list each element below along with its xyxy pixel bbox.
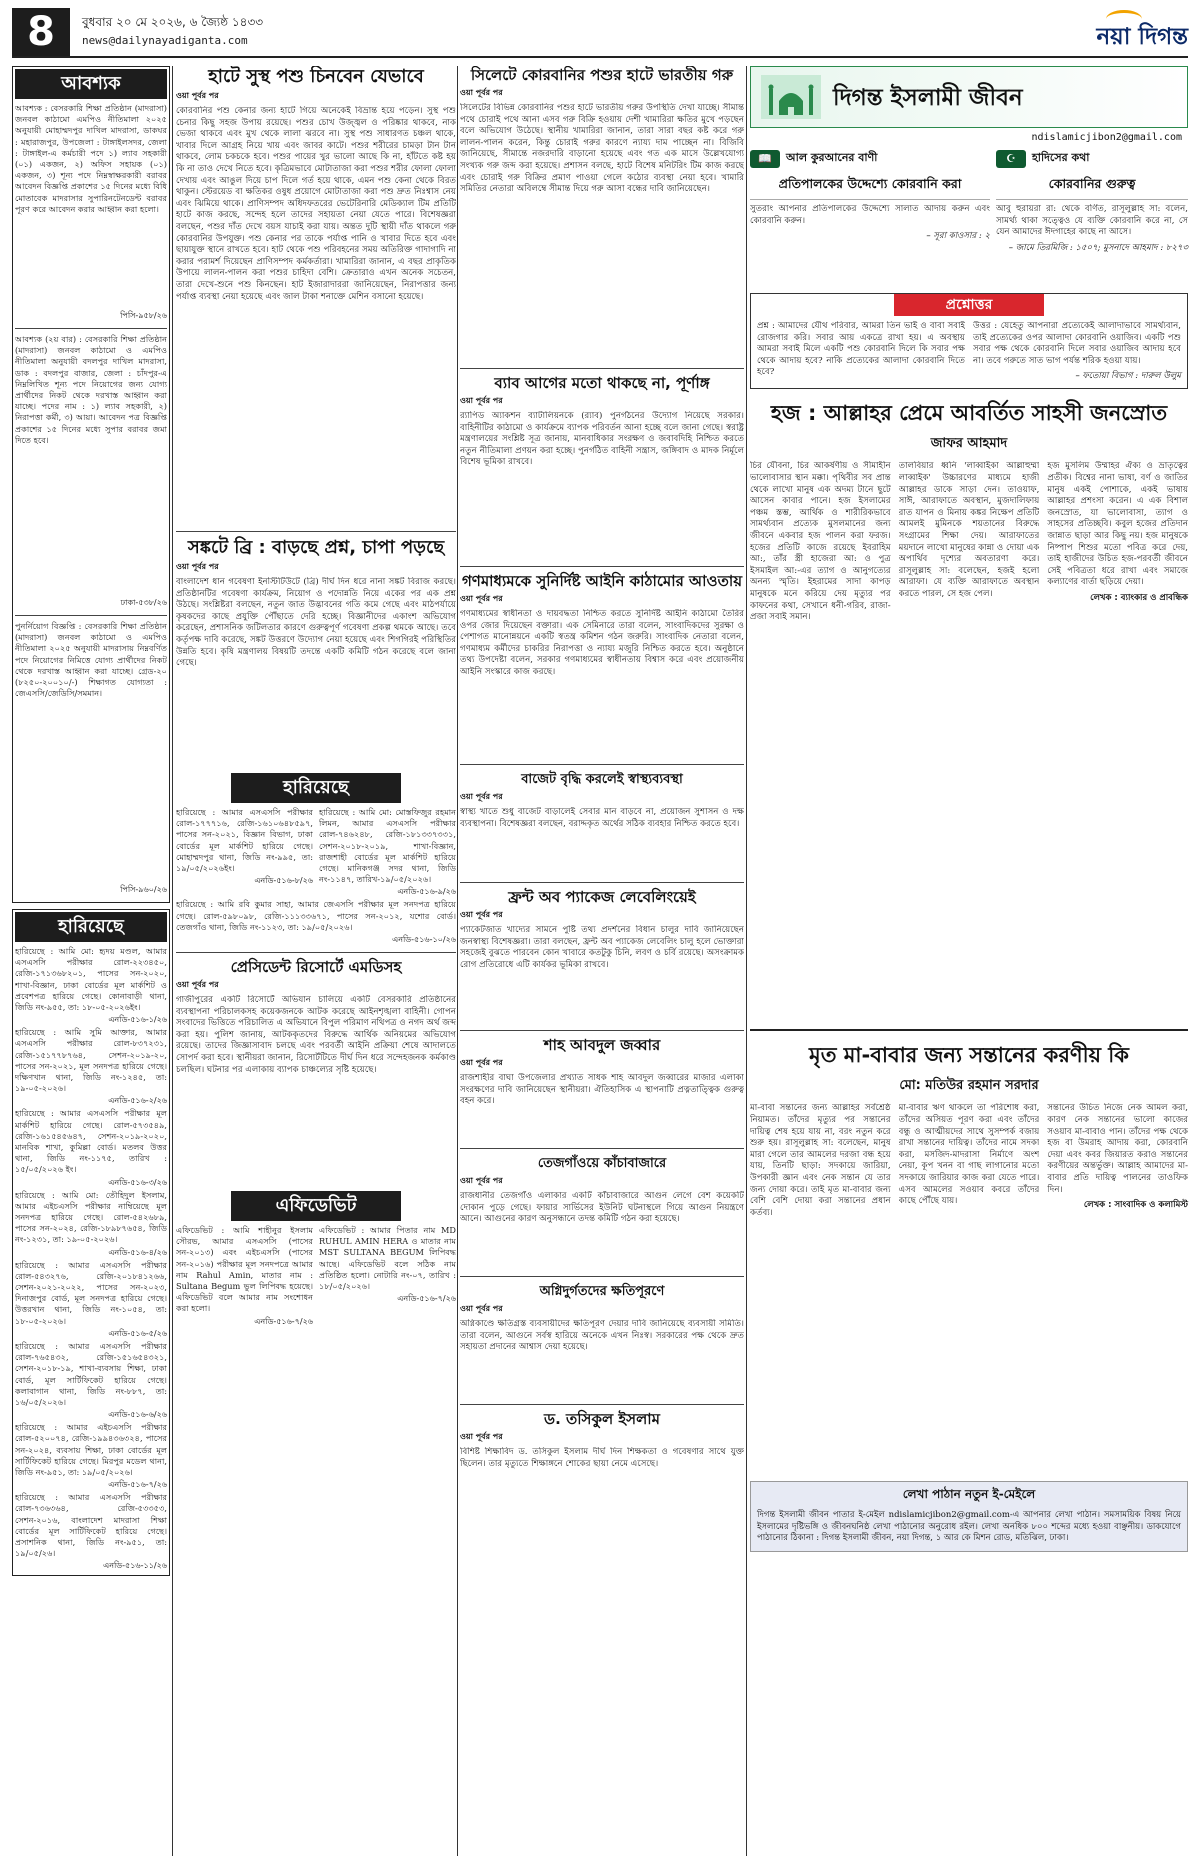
- hadith-reference: – জামে তিরমিজি : ১৫০৭; মুসনাদে আহমাদ : ৮২৭৩: [1008, 242, 1188, 253]
- lost-notices-box: [12, 909, 170, 1576]
- story-headline: গণমাধ্যমকে সুনির্দিষ্ট আইনি কাঠামোর আওতায়: [461, 572, 743, 590]
- lost-notice: হারিয়েছে : আমার এসএসসি পরীক্ষার রোল-৭৬৫৪৩২, রেজি-১৫১৬৫৪৩২১, সেশন-২০১৮-১৯, শাখা-ব্যবসায় শিক্ষা, ঢাকা বোর্ড, মূল সার্টিফিকেট হারিয়ে গেছে। কলাবাগান থানা, জিডি নং-৮৮৭, তা: ১৬/০৫/২০২৬। এনডি-৫১৬-৬/২৬: [15, 1340, 167, 1420]
- hadith-text: আবু হুরায়রা রা: থেকে বর্ণিত, রাসূলুল্লাহ সা: বলেন, সামর্থ্য থাকা সত্ত্বেও যে ব্যক্তি কোরবানি করে না, সে যেন আমাদের ঈদগাহের কাছে না আসে।: [996, 204, 1188, 238]
- lost-notice: হারিয়েছে : আমার এইচএসসি পরীক্ষার রোল-৫২০০৭৪, রেজি-১৯৯৪৩৬৩২৪, পাসের সন-২০২৪, ব্যবসায় শিক্ষা, ঢাকা বোর্ডের মূল সার্টিফিকেট হারিয়ে গেছে। মিরপুর মডেল থানা, জিডি নং-৯৫১, তা: ১৯/০৫/২০২৬। এনডি-৫১৬-৭/২৬: [15, 1422, 167, 1490]
- affidavit-notice: এফিডেভিট : আমি শাহীনুর ইসলাম সৌরভ, আমার এসএসসি (পাসের সন-২০১৩) এবং এইচএসসি (পাসের সন-২০১৬) পরীক্ষার মূল সনদপত্রে আমার নাম Rahul Amin, মাতার নাম : Sultana Begum ভুল লিপিবদ্ধ হয়েছে। এফিডেভিট বলে আমার নাম সংশোধন করা হলো। এনডি-৫১৬-৭/২৬: [176, 1225, 313, 1326]
- story-body: কোরবানির পশু কেনার জন্য হাটে গিয়ে অনেকেই বিভ্রান্ত হয়ে পড়েন। সুস্থ পশু চেনার কিছু সহজ উপায় রয়েছে। পশুর চোখ উজ্জ্বল ও পরিষ্কার থাকবে, নাক ভেজা থাকবে এবং মুখ থেকে লালা ঝরবে না। সুস্থ পশু সাধারণত চঞ্চল থাকে, খাবার দিলে আগ্রহ নিয়ে খায় এবং জাবর কাটে। পশুর শরীরের চামড়া টান টান থাকবে, লোম চকচকে হবে। পশুর পায়ের খুর ভালো আছে কি না, হাঁটতে কষ্ট হয় কি না তাও দেখে নিতে হবে। কৃত্রিমভাবে মোটাতাজা করা পশুর শরীর ফোলা ফোলা দেখায় এবং আঙুল দিয়ে চাপ দিলে গর্ত হয়ে থাকে, এমন পশু কেনা থেকে বিরত থাকুন। স্টেরয়েড বা ক্ষতিকর ওষুধ প্রয়োগে মোটাতাজা করা পশু দ্রুত নিঃশ্বাস নেয় এবং ঝিমিয়ে থাকে। প্রাণিসম্পদ অধিদফতরের ভেটেরিনারি মেডিক্যাল টিম প্রতিটি হাটে কাজ করছে, সন্দেহ হলে তাদের সহায়তা নেয়া যেতে পারে। বিশেষজ্ঞরা বলছেন, পশুর দাঁত দেখে বয়স যাচাই করা যায়। অন্তত দুটি স্থায়ী দাঁত থাকলে গরু কোরবানির উপযুক্ত। পশু কেনার পর তাকে পর্যাপ্ত পানি ও খাবার দিতে হবে এবং ছায়াযুক্ত স্থানে রাখতে হবে। হাট থেকে পশু পরিবহনের সময় অতিরিক্ত গাদাগাদি না করার পরামর্শ দিয়েছেন প্রাণিসম্পদ কর্মকর্তারা। খামারিরা জানান, এ বছর প্রাকৃতিক উপায়ে লালন-পালন করা পশুর চাহিদা বেশি। ক্রেতারাও এখন অনেক সচেতন, তারা দেখে-শুনে পশু কিনছেন। হাট ইজারাদাররা জানিয়েছেন, নিরাপত্তার জন্য পর্যাপ্ত ব্যবস্থা নেয়া হয়েছে এবং জাল টাকা শনাক্তে মেশিন বসানো হয়েছে।: [176, 106, 456, 302]
- wanted-ads-box: [12, 66, 170, 903]
- affidavit-title: এফিডেভিট: [231, 1191, 401, 1221]
- lost-notice: হারিয়েছে : আমার এসএসসি পরীক্ষার রোল-৫৪৩২৭৬, রেজি-২০১৮৪১২৬৬, সেশন-২০২১-২০২২, পাসের সন-২০২৩, দিনাজপুর বোর্ড, মূল সনদপত্র হারিয়ে গেছে। উত্তরখান থানা, জিডি নং-১০৫৪, তা: ১৮-০৫-২০২৬। এনডি-৫১৬-৫/২৬: [15, 1259, 167, 1338]
- islamic-section-header: [750, 66, 1188, 128]
- column-rule: [172, 66, 173, 1856]
- story-headline: বাজেট বৃদ্ধি করলেই স্বাস্থ্যব্যবস্থা: [521, 772, 683, 787]
- qa-answer: উত্তর : যেহেতু আপনারা প্রত্যেকেই আলাদাভাবে সামর্থ্যবান, তাই প্রত্যেকের ওপর আলাদা কোরবানি ওয়াজিব। একটি পশু সবার পক্ষ থেকে কোরবানি দিলে সবার ওয়াজিব আদায় হবে না। তবে গরুতে সাত ভাগ পর্যন্ত শরিক হওয়া যায়।: [973, 321, 1181, 366]
- lost-notice: হারিয়েছে : আমি মো: হৃদয় মণ্ডল, আমার এসএসসি পরীক্ষার রোল-২২৩৪৫০, রেজি-১৭১৩৬৮২০১, পাসের সন-২০২০, শাখা-বিজ্ঞান, ঢাকা বোর্ডের মূল মার্কশিট ও প্রবেশপত্র হারিয়ে গেছে। কোনাবাড়ী থানা, জিডি নং-৯৫৫, তা: ১৮-০৫-২০২৬ইং। এনডি-৫১৬-১/২৬: [15, 946, 167, 1025]
- story-body: র‍্যাপিড অ্যাকশন ব্যাটালিয়নকে (র‍্যাব) পুনর্গঠনের উদ্যোগ নিয়েছে সরকার। বাহিনীটির কাঠামো ও কার্যক্রমে ব্যাপক পরিবর্তন আনা হচ্ছে বলে জানা গেছে। স্বরাষ্ট্র মন্ত্রণালয়ের সংশ্লিষ্ট সূত্র জানায়, মানবাধিকার সংরক্ষণ ও জবাবদিহি নিশ্চিত করতে নতুন নীতিমালা প্রণয়ন করা হচ্ছে। পুনর্গঠিত বাহিনী সন্ত্রাস, জঙ্গিবাদ ও মাদক নির্মূলে বিশেষ ভূমিকা রাখবে।: [460, 411, 744, 468]
- story-body: অগ্নিকাণ্ডে ক্ষতিগ্রস্ত ব্যবসায়ীদের ক্ষতিপূরণ দেয়ার দাবি জানিয়েছে ব্যবসায়ী সমিতি। তারা বলেন, আগুনে সর্বস্ব হারিয়ে অনেকে এখন নিঃস্ব। সরকারের পক্ষ থেকে দ্রুত সহায়তা প্রদানের আশ্বাস দেয়া হয়েছে।: [460, 1319, 744, 1353]
- story-byline: ওয়া পূর্বর পর: [460, 1058, 503, 1067]
- lost-notice: হারিয়েছে : আমি রবি কুমার সাহা, আমার জেএসসি পরীক্ষার মূল সনদপত্র হারিয়ে গেছে। রোল-৫৯৮০৯৮, রেজি-১১১৩৩৬৭১, পাসের সন-২০১২, যশোর বোর্ড। তেজগাঁও থানা, জিডি নং-১১২৩, তা: ১৯/০৫/২০২৬। এনডি-৫১৬-১০/২৬: [176, 899, 456, 945]
- story-headline: সিলেটে কোরবানির পশুর হাটে ভারতীয় গরু: [470, 66, 734, 84]
- story-body: স্বাস্থ্য খাতে শুধু বাজেট বাড়ালেই সেবার মান বাড়বে না, প্রয়োজন সুশাসন ও দক্ষ ব্যবস্থাপনা। বিশেষজ্ঞরা বলছেন, বরাদ্দকৃত অর্থের সঠিক ব্যবহার নিশ্চিত করতে হবে।: [460, 807, 744, 829]
- story-headline: হাটে সুস্থ পশু চিনবেন যেভাবে: [208, 66, 424, 87]
- lost-notice: হারিয়েছে : আমি সুমি আক্তার, আমার এসএসসি পরীক্ষার রোল-৮৩৭২৩১, রেজি-১৫১৭৭৮৭৬৪, সেশন-২০১৯-২০, পাসের সন-২০২১, মূল সনদপত্র হারিয়ে গেছে। দক্ষিণখান থানা, জিডি নং-১২৪৫, তা: ১৯-০৫-২০২৬। এনডি-৫১৬-২/২৬: [15, 1027, 167, 1106]
- quran-box: [750, 149, 990, 243]
- story-byline: ওয়া পূর্বর পর: [460, 88, 503, 97]
- affidavit-notice: এফিডেভিট : আমার পিতার নাম MD RUHUL AMIN HERA ও মাতার নাম MST SULTANA BEGUM লিপিবদ্ধ আছে। এফিডেভিট বলে সঠিক নাম প্রতিষ্ঠিত হলো। নোটারি নং-০৭, তারিখ : ১৮/০৫/২০২৬। এনডি-৫১৬-৭/২৬: [319, 1225, 456, 1304]
- parents-article-signature: লেখক : সাংবাদিক ও কলামিস্ট: [1083, 1200, 1189, 1211]
- story-headline: অগ্নিদুর্গতদের ক্ষতিপূরণে: [539, 1284, 665, 1299]
- story-headline: ফ্রন্ট অব প্যাকেজ লেবেলিংয়েই: [508, 888, 696, 906]
- story-body: সিলেটের বিভিন্ন কোরবানির পশুর হাটে ভারতীয় গরুর উপস্থিতি দেখা যাচ্ছে। সীমান্ত পথে চোরাই পথে আনা এসব গরু বিক্রি হওয়ায় দেশী খামারিরা ক্ষতির মুখে পড়ছেন বলে অভিযোগ উঠেছে। স্থানীয় খামারিরা জানান, তারা সারা বছর কষ্ট করে গরু লালন-পালন করেন, কিন্তু চোরাই গরুর কারণে ন্যায্য দাম পাচ্ছেন না। বিজিবি জানিয়েছে, সীমান্তে নজরদারি বাড়ানো হয়েছে এবং গত এক মাসে উল্লেখযোগ্য সংখ্যক গরু জব্দ করা হয়েছে। প্রশাসন বলছে, হাটে বিশেষ মনিটরিং টিম কাজ করছে এবং চোরাই গরু বিক্রির প্রমাণ পাওয়া গেলে কঠোর ব্যবস্থা নেয়া হবে। খামারি সমিতির নেতারা অবিলম্বে সীমান্ত দিয়ে গরু আসা বন্ধের দাবি জানিয়েছেন।: [460, 103, 744, 195]
- quran-reference: – সূরা কাওসার : ২: [926, 231, 990, 242]
- classified-ad: পুনর্নিয়োগ বিজ্ঞপ্তি : বেসরকারি শিক্ষা প্রতিষ্ঠান (মাদরাসা) জনবল কাঠামো ও এমপিও নীতিমালা ২০২৫ অনুযায়ী মাদরাসায় নিম্নবর্ণিত পদে নিয়োগের নিমিত্তে যোগ্য প্রার্থীদের নিকট থেকে দরখাস্ত আহ্বান করা যাচ্ছে। গ্রেড-২০ (৮২৫০-২০০১০/-) শিক্ষাগত যোগ্যতা : জেএসসি/জেডিসি/সমমান। পিসি-৯৬০/২৬: [15, 621, 167, 894]
- issue-date: বুধবার ২০ মে ২০২৬, ৬ জ্যৈষ্ঠ ১৪৩৩: [82, 15, 264, 29]
- story-headline: তেজগাঁওয়ে কাঁচাবাজারে: [537, 1156, 667, 1171]
- quran-tag: আল কুরআনের বাণী: [786, 151, 878, 164]
- news-column-2: [176, 66, 456, 1856]
- islamic-section-email: ndislamicjibon2@gmail.com: [1031, 132, 1182, 143]
- classifieds-column: [12, 66, 170, 1856]
- story-byline: ওয়া পূর্বর পর: [460, 792, 503, 801]
- logo-text: নয়া দিগন্ত: [1096, 24, 1188, 50]
- book-icon: 📖: [750, 150, 780, 168]
- hajj-article-title: হজ : আল্লাহর প্রেমে আবর্তিত সাহসী জনস্রোত: [770, 401, 1168, 426]
- wanted-ads-title: আবশ্যক: [15, 69, 167, 99]
- hajj-article-body: চির যৌবনা, চির আকর্ষণীয় ও সীমাহীন ভালোবাসার স্থান মক্কা। পৃথিবীর সব প্রান্ত থেকে লাখো মানুষ এক অদম্য টানে ছুটে আসেন কাবার পানে। হজ ইসলামের পঞ্চম স্তম্ভ, আর্থিক ও শারীরিকভাবে সামর্থ্যবান প্রত্যেক মুসলমানের জন্য জীবনে একবার হজ পালন করা ফরজ। হজের প্রতিটি কাজে রয়েছে ইবরাহিম আ:, তাঁর স্ত্রী হাজেরা আ: ও পুত্র ইসমাইল আ:-এর ত্যাগ ও আনুগত্যের অনন্য স্মৃতি। ইহরামের সাদা কাপড় মানুষকে মনে করিয়ে দেয় মৃত্যুর পর কাফনের কথা, সেখানে ধনী-গরিব, রাজা-প্রজা সবাই সমান। তালবিয়ার ধ্বনি 'লাব্বাইকা আল্লাহুম্মা লাব্বাইক' উচ্চারণের মাধ্যমে হাজী আল্লাহর ডাকে সাড়া দেন। তাওয়াফ, সাঈ, আরাফাতে অবস্থান, মুজদালিফায় রাত যাপন ও মিনায় কঙ্কর নিক্ষেপ প্রতিটি আমলই মুমিনকে শয়তানের বিরুদ্ধে সংগ্রামের শিক্ষা দেয়। আরাফাতের ময়দানে লাখো মানুষের কান্না ও দোয়া এক অপার্থিব দৃশ্যের অবতারণা করে। রাসূলুল্লাহ সা: বলেছেন, হজই হলো আরাফা। যে ব্যক্তি আরাফাতে অবস্থান করতে পারল, সে হজ পেল। হজ মুসলিম উম্মাহর ঐক্য ও ভ্রাতৃত্বের প্রতীক। বিশ্বের নানা ভাষা, বর্ণ ও জাতির মানুষ একই পোশাকে, একই ভাষায় আল্লাহর প্রশংসা করেন। এ এক বিশাল জনস্রোত, যা ভালোবাসা, ত্যাগ ও সাহসের প্রতিচ্ছবি। কবুল হজের প্রতিদান জান্নাত ছাড়া আর কিছু নয়। হজ মানুষকে নিষ্পাপ শিশুর মতো পবিত্র করে দেয়, তাই হাজীদের উচিত হজ-পরবর্তী জীবনে সেই পবিত্রতা ধরে রাখা এবং সমাজে কল্যাণের বার্তা ছড়িয়ে দেয়া। লেখক : ব্যাংকার ও প্রাবন্ধিক: [750, 461, 1189, 623]
- classified-ad: আবশ্যক (২য় বার) : বেসরকারি শিক্ষা প্রতিষ্ঠান (মাদরাসা) জনবল কাঠামো ও এমপিও নীতিমালা অনুযায়ী বদলপুর দাখিল মাদরাসা, ডাক : বদলপুর বাজার, জেলা : চাঁদপুর-এ নিম্নলিখিত শূন্য পদে নিয়োগের জন্য যোগ্য প্রার্থীদের নিকট থেকে দরখাস্ত আহ্বান করা যাচ্ছে। পদের নাম : ১) ল্যাব সহকারী, ২) নিরাপত্তা কর্মী, ৩) আয়া। আবেদন পত্র বিজ্ঞপ্তি প্রকাশের ১৫ দিনের মধ্যে সুপার বরাবর জমা দিতে হবে। ঢাকা-৫৩৮/২৬: [15, 334, 167, 607]
- story-headline: ড. তসিকুল ইসলাম: [544, 1410, 660, 1428]
- parents-article-body: মা-বাবা সন্তানের জন্য আল্লাহর সর্বশ্রেষ্ঠ নিয়ামত। তাঁদের মৃত্যুর পর সন্তানের দায়িত্ব শেষ হয়ে যায় না, বরং নতুন করে শুরু হয়। রাসূলুল্লাহ সা: বলেছেন, মানুষ মারা গেলে তার আমলের দরজা বন্ধ হয়ে যায়, তিনটি ছাড়া: সদকায়ে জারিয়া, উপকারী জ্ঞান এবং নেক সন্তান যে তার জন্য দোয়া করে। তাই মৃত মা-বাবার জন্য বেশি বেশি দোয়া করা সন্তানের প্রধান কর্তব্য। মা-বাবার ঋণ থাকলে তা পরিশোধ করা, তাঁদের অসিয়ত পূরণ করা এবং তাঁদের বন্ধু ও আত্মীয়দের সাথে সুসম্পর্ক বজায় রাখা সন্তানের দায়িত্ব। তাঁদের নামে সদকা করা, মসজিদ-মাদরাসা নির্মাণে অংশ নেয়া, কূপ খনন বা গাছ লাগানোর মতো সদকায়ে জারিয়ার কাজ করা যেতে পারে। এসব আমলের সওয়াব কবরে তাঁদের কাছে পৌঁছে যায়। সন্তানের উচিত নিজে নেক আমল করা, কারণ নেক সন্তানের ভালো কাজের সওয়াব মা-বাবাও পান। তাঁদের পক্ষ থেকে হজ বা উমরাহ আদায় করা, কোরবানি দেয়া এবং কবর জিয়ারত করাও সন্তানের করণীয়ের অন্তর্ভুক্ত। আল্লাহ আমাদের মা-বাবার প্রতি দায়িত্ব পালনের তাওফিক দিন। লেখক : সাংবাদিক ও কলামিস্ট: [750, 1103, 1189, 1218]
- quran-title: প্রতিপালকের উদ্দেশ্যে কোরবানি করা: [750, 176, 990, 200]
- hajj-article-author: জাফর আহমাদ: [930, 436, 1008, 452]
- submission-notice-title: লেখা পাঠান নতুন ই-মেইলে: [902, 1487, 1036, 1502]
- submission-notice-text: দিগন্ত ইসলামী জীবন পাতার ই-মেইল ndislamicjibon2@gmail.com-এ আপনার লেখা পাঠান। সমসাময়িক বিষয় নিয়ে ইসলামের দৃষ্টিভঙ্গি ও জীবনঘনিষ্ঠ লেখা পাঠানোর অনুরোধ রইল। লেখা অনধিক ৮০০ শব্দের মধ্যে হওয়া বাঞ্ছনীয়। ডাকযোগে পাঠানোর ঠিকানা : দিগন্ত ইসলামী জীবন, নয়া দিগন্ত, ১ আর কে মিশন রোড, মতিঝিল, ঢাকা।: [757, 1510, 1181, 1544]
- newspaper-logo: [1068, 10, 1188, 54]
- lost-notice: হারিয়েছে : আমার এসএসসি পরীক্ষার মূল মার্কশিট হারিয়ে গেছে। রোল-৫৭৩৫৪৯, রেজি-১৬১৫৪৫৬৪৭, সেশন-২০১৯-২০২০, মানবিক শাখা, কুমিল্লা বোর্ড। মতলব উত্তর থানা, জিডি নং-১১৭৫, তারিখ : ১৫/০৫/২০২৬ ইং। এনডি-৫১৬-৩/২৬: [15, 1108, 167, 1187]
- story-body: প্যাকেটজাত খাদ্যের সামনে পুষ্টি তথ্য প্রদর্শনের বিধান চালুর দাবি জানিয়েছেন জনস্বাস্থ্য বিশেষজ্ঞরা। তারা বলছেন, ফ্রন্ট অব প্যাকেজ লেবেলিং চালু হলে ভোক্তারা সহজেই বুঝতে পারবেন কোন খাবারে কতটুকু চিনি, লবণ ও চর্বি রয়েছে। অসংক্রামক রোগ প্রতিরোধে এটি কার্যকর ভূমিকা রাখবে।: [460, 925, 744, 970]
- islamic-life-section: [750, 66, 1188, 1856]
- lost-notice: হারিয়েছে : আমার এসএসসি পরীক্ষার রোল-১৭৭৭১৬, রেজি-১৬১০৬৪৮৫৯৭, পাসের সন-২০২১, বিজ্ঞান বিভাগ, ঢাকা বোর্ডের মূল মার্কশিট হারিয়ে গেছে। মোহাম্মদপুর থানা, জিডি নং-৯৯৫, তা: ১৯/০৫/২০২৬ইং। এনডি-৫১৬-৮/২৬: [176, 807, 313, 886]
- mosque-icon: [761, 75, 821, 119]
- column-rule: [457, 66, 458, 1856]
- story-headline: প্রেসিডেন্ট রিসোর্টে এমডিসহ: [230, 958, 402, 977]
- page-number: 8: [12, 8, 70, 56]
- crescent-icon: ☪: [996, 150, 1026, 168]
- submission-notice: [750, 1481, 1188, 1552]
- hajj-article-signature: লেখক : ব্যাংকার ও প্রাবন্ধিক: [1090, 592, 1189, 603]
- column-rule: [746, 66, 747, 1856]
- story-body: গাজীপুরের একটি রিসোর্টে অভিযান চালিয়ে একটি বেসরকারি প্রতিষ্ঠানের ব্যবস্থাপনা পরিচালকসহ কয়েকজনকে আটক করেছে আইনশৃঙ্খলা বাহিনী। গোপন সংবাদের ভিত্তিতে পরিচালিত এ অভিযানে বিপুল পরিমাণ নথিপত্র ও নগদ অর্থ জব্দ করা হয়। পুলিশ জানায়, আটককৃতদের বিরুদ্ধে আর্থিক অনিয়মের অভিযোগ রয়েছে। তাদের জিজ্ঞাসাবাদ চলছে এবং পরবর্তী আইনি প্রক্রিয়া শেষে আদালতে সোপর্দ করা হবে। স্থানীয়রা জানান, রিসোর্টটিতে দীর্ঘ দিন ধরে সন্দেহজনক কর্মকাণ্ড চলছিল। ঘটনার পর এলাকায় ব্যাপক চাঞ্চল্যের সৃষ্টি হয়েছে।: [176, 995, 456, 1075]
- islamic-section-title: দিগন্ত ইসলামী জীবন: [833, 85, 1023, 111]
- news-column-3: [460, 66, 744, 1856]
- lost-notice: হারিয়েছে : আমি মো: তৌহিদুল ইসলাম, আমার এইচএসসি পরীক্ষার নাম্বিয়েছে মূল সনদপত্র হারিয়ে গেছে। রোল-৫৪২৬৮৯, পাসের সন-২০২৪, রেজি-১৮৯৮৭৬৫৪, জিডি নং-১২৩১, তা: ১৯-০৫-২০২৬। এনডি-৫১৬-৪/২৬: [15, 1189, 167, 1257]
- lost-notices-grid: [176, 807, 456, 899]
- story-byline: ওয়া পূর্বর পর: [176, 562, 219, 571]
- newsroom-email: news@dailynayadiganta.com: [82, 34, 248, 47]
- lost-notices-title: হারিয়েছে: [231, 773, 401, 803]
- story-byline: ওয়া পূর্বর পর: [460, 594, 503, 603]
- story-headline: সঙ্কটে ব্রি : বাড়ছে প্রশ্ন, চাপা পড়ছে: [187, 537, 445, 558]
- hadith-box: [996, 149, 1188, 255]
- hadith-tag: হাদিসের কথা: [1032, 151, 1090, 164]
- story-byline: ওয়া পূর্বর পর: [176, 91, 219, 100]
- story-byline: ওয়া পূর্বর পর: [460, 396, 503, 405]
- parents-article-title: মৃত মা-বাবার জন্য সন্তানের করণীয় কি: [750, 1029, 1188, 1074]
- lost-notice: হারিয়েছে : আমি মো: মোস্তফিজুর রহমান লিমন, আমার এসএসসি পরীক্ষার রোল-৭৪৬২৪৮, রেজি-১৮১৩৩৭৩৩১, সেশন-২০১৮-২০১৯, শাখা-বিজ্ঞান, রাজশাহী বোর্ডের মূল মার্কশিট হারিয়ে গেছে। মানিকগঞ্জ সদর থানা, জিডি নং-১১৪৭, তারিখ-১৯/০৫/২০২৬। এনডি-৫১৬-৯/২৬: [319, 807, 456, 897]
- qa-question: প্রশ্ন : আমাদের যৌথ পরিবার, আমরা তিন ভাই ও বাবা সবাই রোজগার করি। সবার আয় একত্রে রাখা হয়। এ অবস্থায় আমরা সবাই মিলে একটি পশু কোরবানি দিলে কি সবার পক্ষ থেকে আদায় হবে? নাকি প্রত্যেকের আলাদা কোরবানি দিতে হবে?: [757, 321, 965, 378]
- lost-notices-title: হারিয়েছে: [15, 912, 167, 942]
- qa-reference: – ফতোয়া বিভাগ : দারুল উলুম: [1075, 371, 1181, 382]
- affidavit-grid: [176, 1225, 456, 1329]
- story-body: বিশিষ্ট শিক্ষাবিদ ড. তসিকুল ইসলাম দীর্ঘ দিন শিক্ষকতা ও গবেষণার সাথে যুক্ত ছিলেন। তার মৃত্যুতে শিক্ষাঙ্গনে শোকের ছায়া নেমে এসেছে।: [460, 1447, 744, 1469]
- story-byline: ওয়া পূর্বর পর: [176, 980, 219, 990]
- story-headline: ব্যাব আগের মতো থাকছে না, পূর্ণাঙ্গ: [494, 374, 710, 392]
- story-byline: ওয়া পূর্বর পর: [460, 1304, 503, 1313]
- quran-text: সুতরাং আপনার প্রতিপালকের উদ্দেশ্যে সালাত আদায় করুন এবং কোরবানি করুন।: [750, 204, 990, 226]
- story-body: গণমাধ্যমের স্বাধীনতা ও দায়বদ্ধতা নিশ্চিত করতে সুনির্দিষ্ট আইনি কাঠামো তৈরির ওপর জোর দিয়েছেন বক্তারা। এক সেমিনারে তারা বলেন, সাংবাদিকদের সুরক্ষা ও পেশাগত মানোন্নয়নে একটি স্বতন্ত্র কমিশন গঠন জরুরি। সাংবাদিক নেতারা বলেন, গণমাধ্যম কর্মীদের চাকরির নিরাপত্তা ও ন্যায্য মজুরি নিশ্চিত করতে হবে। অনুষ্ঠানে তথ্য উপদেষ্টা বলেন, সরকার গণমাধ্যমের স্বাধীনতায় বিশ্বাস করে এবং প্রয়োজনীয় আইনি সংস্কারে কাজ করছে।: [460, 609, 744, 677]
- story-byline: ওয়া পূর্বর পর: [460, 910, 503, 919]
- story-headline: শাহ আবদুল জব্বার: [543, 1036, 661, 1054]
- qa-title: প্রশ্নোত্তর: [894, 294, 1044, 316]
- quran-hadith-row: [750, 149, 1188, 289]
- hadith-title: কোরবানির গুরুত্ব: [996, 176, 1188, 200]
- qa-box: [750, 293, 1188, 389]
- parents-article-author: মো: মতিউর রহমান সরদার: [899, 1078, 1039, 1094]
- story-body: বাংলাদেশ ধান গবেষণা ইনস্টিটিউটে (ব্রি) দীর্ঘ দিন ধরে নানা সঙ্কট বিরাজ করছে। প্রতিষ্ঠানটির গবেষণা কার্যক্রম, নিয়োগ ও পদোন্নতি নিয়ে একের পর এক প্রশ্ন উঠছে। সংশ্লিষ্টরা বলছেন, নতুন জাত উদ্ভাবনের গতি কমে গেছে এবং মাঠপর্যায়ে কৃষকদের কাছে প্রযুক্তি পৌঁছাতে দেরি হচ্ছে। বিজ্ঞানীদের একাংশ অভিযোগ করেছেন, প্রশাসনিক জটিলতার কারণে গুরুত্বপূর্ণ গবেষণা প্রকল্প থমকে আছে। তবে কর্তৃপক্ষ দাবি করেছে, সঙ্কট উত্তরণে উদ্যোগ নেয়া হয়েছে এবং শিগগিরই পরিস্থিতির উন্নতি হবে। কৃষি মন্ত্রণালয় বিষয়টি তদন্তে একটি কমিটি গঠন করেছে বলে জানা গেছে।: [176, 577, 456, 669]
- lost-notice: হারিয়েছে : আমার এসএসসি পরীক্ষার রোল-৭৩৬৩৬৪, রেজি-৫৩৩৫৩, সেশন-২০১৬, বাংলাদেশ মাদরাসা শিক্ষা বোর্ডের মূল সার্টিফিকেট হারিয়ে গেছে। প্রসাশনিক থানা, জিডি নং-৯৫১, তা: ১৯/০৫/২৬। এনডি-৫১৬-১১/২৬: [15, 1492, 167, 1571]
- story-body: রাজধানীর তেজগাঁও এলাকার একটি কাঁচাবাজারে আগুন লেগে বেশ কয়েকটি দোকান পুড়ে গেছে। ফায়ার সার্ভিসের ইউনিট ঘটনাস্থলে গিয়ে আগুন নিয়ন্ত্রণে আনে। আগুনের কারণ অনুসন্ধানে তদন্ত কমিটি গঠন করা হয়েছে।: [460, 1191, 744, 1225]
- story-byline: ওয়া পূর্বর পর: [460, 1176, 503, 1185]
- masthead: [12, 8, 1188, 58]
- classified-ad: আবশ্যক : বেসরকারি শিক্ষা প্রতিষ্ঠান (মাদরাসা) জনবল কাঠামো এমপিও নীতিমালা ২০২৫ অনুযায়ী মোহাম্মদপুর দাখিল মাদরাসা, ডাকঘর : মহারাজপুর, উপজেলা : টাঙ্গাইলসদর, জেলা : টাঙ্গাইল-এ কর্মচারী পদে ১) ল্যাব সহকারী (০১) একজন, ২) অফিস সহায়ক (০১) একজন, ৩) শূন্য পদে নিম্নস্বাক্ষরকারী বরাবর আবেদন বিজ্ঞপ্তি প্রকাশের ১৫ দিনের মধ্যে বিধি মোতাবেক মাদরাসার সুপারিনটেনডেন্ট বরাবর পূরণ করে আবেদন করার আহ্বান করা হলো। পিসি-৯৫৮/২৬: [15, 103, 167, 320]
- story-body: রাজশাহীর বাঘা উপজেলার প্রখ্যাত সাধক শাহ আবদুল জব্বারের মাজার এলাকা সংরক্ষণের দাবি জানিয়েছেন স্থানীয়রা। ঐতিহাসিক এ স্থাপনাটি প্রত্নতাত্ত্বিক গুরুত্ব বহন করে।: [460, 1073, 744, 1107]
- story-byline: ওয়া পূর্বর পর: [460, 1432, 503, 1441]
